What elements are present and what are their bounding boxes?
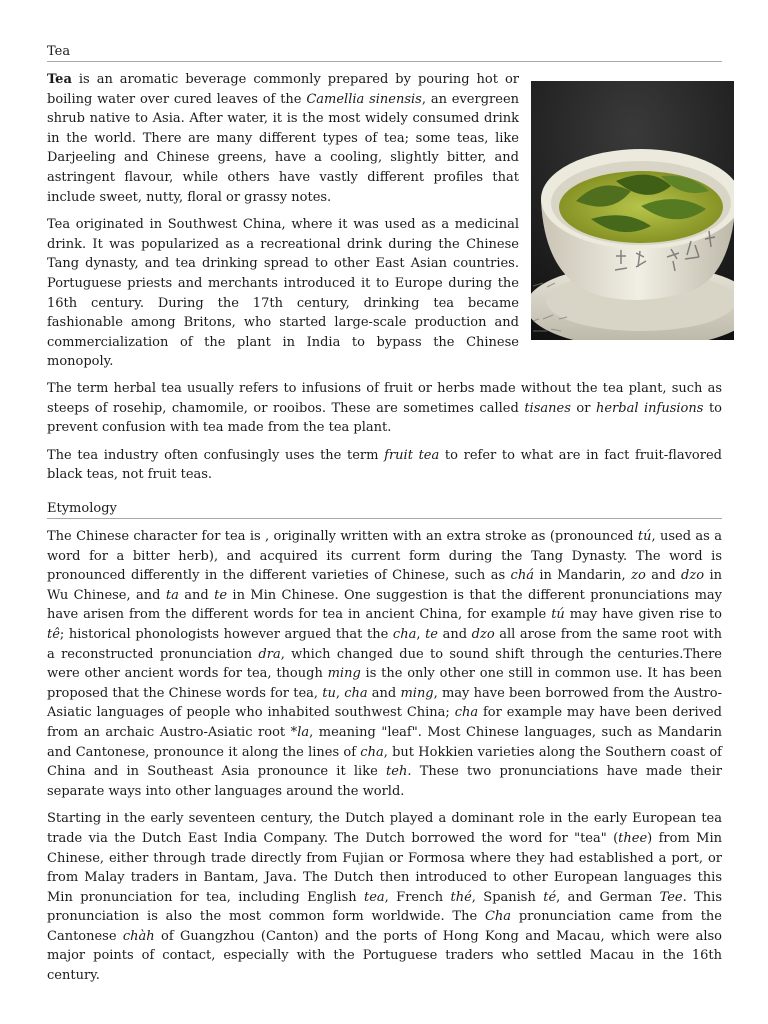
etymology-paragraph-1: The Chinese character for tea is , originally written with an extra stroke as (pronounced tú, used as a word for a bitter herb), and acquired its current form during the Tang Dynasty. The word is pronounced differently in the different varieties of Chinese, such as chá in Mandarin, zo and dzo in Wu Chinese, and ta and te in Min Chinese. One suggestion is that the different pronunciations may have arisen from the different words for tea in ancient China, for example tú may have given rise to tê; historical phonologists however argued that the cha, te and dzo all arose from the same root with a reconstructed pronunciation dra, which changed due to sound shift through the centuries.There were other ancient words for tea, though ming is the only other one still in common use. It has been proposed that the Chinese words for tea, tu, cha and ming, may have been borrowed from the Austro-Asiatic languages of people who inhabited southwest China; cha for example may have been derived from an archaic Austro-Asiatic root *la, meaning "leaf". Most Chinese languages, such as Mandarin and Cantonese, pronounce it along the lines of cha, but Hokkien varieties along the Southern coast of China and in Southeast Asia pronounce it like teh. These two pronunciations have made their separate ways into other languages around the world. [47,529,723,799]
section-heading-etymology: Etymology [47,500,722,519]
tea-paragraph-2: Tea originated in Southwest China, where it was used as a medicinal drink. It was popularized as a recreational drink during the Chinese Tang dynasty, and tea drinking spread to other East Asian countries. Portuguese priests and merchants introduced it to Europe during the 16th century. During the 17th century, drinking tea became fashionable among Britons, who started large-scale production and commercialization of the plant in India to bypass the Chinese monopoly. [47,217,519,370]
etymology-paragraph-2: Starting in the early seventeen century, the Dutch played a dominant role in the early European tea trade via the Dutch East India Company. The Dutch borrowed the word for "tea" (thee) from Min Chinese, either through trade directly from Fujian or Formosa where they had established a port, or from Malay traders in Bantam, Java. The Dutch then introduced to other European languages this Min pronunciation for tea, including English tea, French thé, Spanish té, and German Tee. This pronunciation is also the most common form worldwide. The Cha pronunciation came from the Cantonese chàh of Guangzhou (Canton) and the ports of Hong Kong and Macau, which were also major points of contact, especially with the Portuguese traders who settled Macau in the 16th century. [47,811,723,984]
intro-paragraphs [47,70,519,380]
tea-bold-term: Tea [47,72,72,87]
tea-paragraphs-full [47,379,722,493]
green-tea-cup-photo [531,81,734,340]
tea-cup-illustration-icon [531,81,734,340]
section-heading-tea: Tea [47,43,722,62]
tea-paragraph-3: The term herbal tea usually refers to infusions of fruit or herbs made without the tea plant, such as steeps of rosehip, chamomile, or rooibos. These are sometimes called tisanes or herbal infusions to prevent confusion with tea made from the tea plant. [47,381,722,436]
tea-paragraph-1: Tea is an aromatic beverage commonly prepared by pouring hot or boiling water over cured leaves of the Camellia sinensis, an evergreen shrub native to Asia. After water, it is the most widely consumed drink in the world. There are many different types of tea; some teas, like Darjeeling and Chinese greens, have a cooling, slightly bitter, and astringent flavour, while others have vastly different profiles that include sweet, nutty, floral or grassy notes. [47,72,520,205]
etymology-paragraphs [47,527,722,994]
tea-paragraph-4: The tea industry often confusingly uses the term fruit tea to refer to what are in fact fruit-flavored black teas, not fruit teas. [47,447,722,483]
